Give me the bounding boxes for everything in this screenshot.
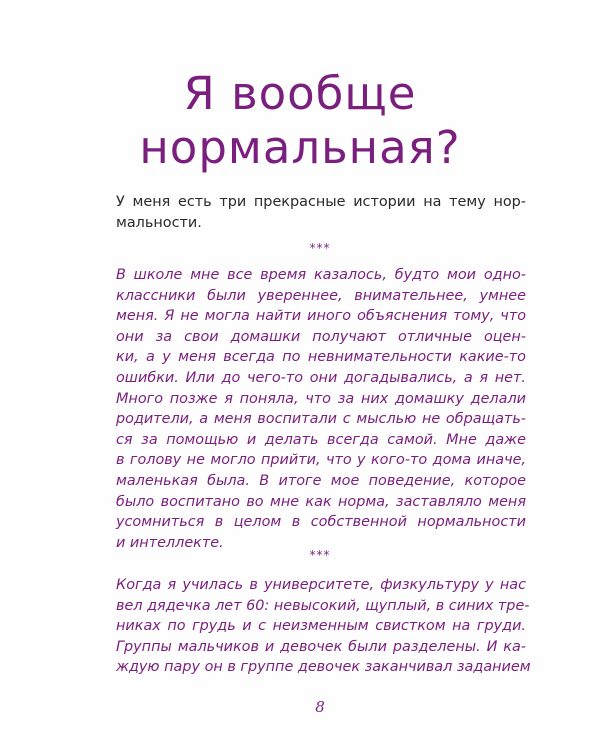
intro-paragraph (116, 192, 526, 233)
section-separator: *** (309, 548, 331, 562)
story-line: В школе мне все время казалось, будто мои одно- (116, 267, 526, 283)
story-line: Группы мальчиков и девочек были разделены. И ка- (116, 638, 526, 655)
page-number: 8 (315, 698, 325, 716)
story-line: Много позже я поняла, что за них домашку делали (116, 390, 526, 407)
chapter-title-line-1: Я вообще (183, 67, 417, 120)
story-line: никах по грудь и с неизменным свистком на груди. (116, 618, 526, 635)
story-line: они за свои домашки получают отличные оцен- (116, 328, 526, 345)
story-two-paragraph (116, 575, 531, 678)
story-line: ки, а у меня всегда по невнимательности какие-то (116, 349, 526, 366)
story-line: вел дядечка лет 60: невысокий, щуплый, в синих тре- (116, 597, 530, 614)
story-line: классники были увереннее, внимательнее, умнее (116, 287, 526, 304)
story-line: родители, а меня воспитали с мыслью не обращать- (116, 411, 526, 428)
story-one-paragraph (116, 265, 526, 553)
story-line: в голову не могло прийти, что у кого-то дома иначе, (116, 452, 526, 469)
intro-line: мальности. (116, 214, 202, 231)
story-line: ошибки. Или до чего-то они догадывались, а я нет. (116, 369, 526, 386)
chapter-title-line-2: нормальная? (139, 121, 461, 174)
story-line: и интеллекте. (116, 534, 224, 551)
story-line: маленькая была. В итоге мое поведение, которое (116, 472, 526, 489)
story-line: ждую пару он в группе девочек заканчивал заданием (116, 659, 531, 676)
story-line: Когда я училась в университете, физкультуру у нас (116, 577, 526, 593)
story-line: усомниться в целом в собственной нормальности (116, 514, 526, 531)
story-line: было воспитано во мне как норма, заставляло меня (116, 493, 526, 510)
story-line: меня. Я не могла найти иного объяснения тому, что (116, 308, 526, 325)
story-line: ся за помощью и делать всегда самой. Мне даже (116, 431, 526, 448)
section-separator: *** (309, 241, 331, 255)
intro-line: У меня есть три прекрасные истории на тему нор- (116, 194, 526, 210)
